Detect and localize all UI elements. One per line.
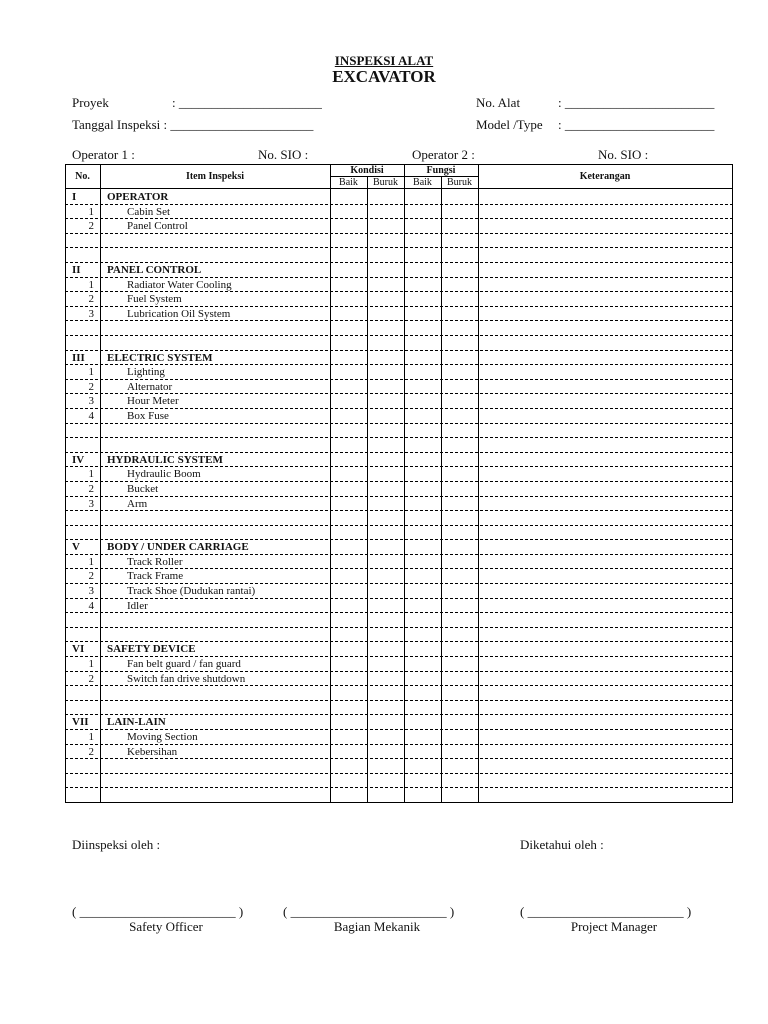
no-sio2-label[interactable]: No. SIO :	[598, 147, 649, 162]
row-divider	[65, 233, 733, 234]
row-divider	[65, 598, 733, 599]
section-title: PANEL CONTROL	[107, 264, 202, 276]
inspection-item: Cabin Set	[127, 206, 171, 218]
row-number: 1	[88, 206, 94, 218]
tanggal-inspeksi-field[interactable]: Tanggal Inspeksi : ______________________	[72, 117, 314, 132]
col-header-fungsi-baik: Baik	[413, 177, 432, 188]
col-header-kondisi-baik: Baik	[339, 177, 358, 188]
table-col-divider	[404, 164, 405, 803]
row-number: 3	[88, 498, 94, 510]
row-divider	[65, 393, 733, 394]
table-border-top	[65, 164, 733, 165]
inspection-item: Fan belt guard / fan guard	[127, 658, 241, 670]
row-divider	[65, 685, 733, 686]
inspection-item: Lubrication Oil System	[127, 308, 231, 320]
row-divider	[65, 335, 733, 336]
row-number: 2	[88, 673, 94, 685]
col-header-kondisi-buruk: Buruk	[373, 177, 398, 188]
row-divider	[65, 510, 733, 511]
row-divider	[65, 452, 733, 453]
row-divider	[65, 277, 733, 278]
section-number: V	[72, 541, 80, 553]
no-alat-label: No. Alat	[476, 95, 521, 110]
inspection-item: Track Shoe (Dudukan rantai)	[127, 585, 256, 597]
section-title: LAIN-LAIN	[107, 716, 166, 728]
row-divider	[65, 568, 733, 569]
col-header-keterangan: Keterangan	[579, 171, 631, 182]
inspection-item: Box Fuse	[127, 410, 169, 422]
col-header-kondisi: Kondisi	[350, 165, 384, 176]
section-number: I	[72, 191, 77, 203]
row-divider	[65, 247, 733, 248]
row-divider	[65, 306, 733, 307]
row-divider	[65, 496, 733, 497]
row-number: 3	[88, 308, 94, 320]
signature-line-safety[interactable]: ( ________________________ )	[72, 904, 244, 919]
inspection-item: Fuel System	[127, 293, 182, 305]
row-divider	[65, 423, 733, 424]
inspection-item: Moving Section	[127, 731, 198, 743]
form-title-line1: INSPEKSI ALAT	[334, 53, 434, 68]
inspection-item: Hydraulic Boom	[127, 468, 201, 480]
inspection-item: Arm	[127, 498, 148, 510]
row-divider	[65, 539, 733, 540]
section-title: ELECTRIC SYSTEM	[107, 352, 213, 364]
inspection-item: Track Roller	[127, 556, 183, 568]
inspection-item: Track Frame	[127, 570, 184, 582]
col-header-fungsi: Fungsi	[426, 165, 456, 176]
section-number: III	[72, 352, 85, 364]
row-divider	[65, 437, 733, 438]
row-divider	[65, 700, 733, 701]
row-number: 2	[88, 570, 94, 582]
col-header-item: Item Inspeksi	[185, 171, 245, 182]
inspection-item: Radiator Water Cooling	[127, 279, 232, 291]
row-divider	[65, 320, 733, 321]
model-type-label: Model /Type	[476, 117, 543, 132]
row-number: 4	[88, 600, 94, 612]
operator1-label[interactable]: Operator 1 :	[72, 147, 135, 162]
row-number: 2	[88, 381, 94, 393]
row-divider	[65, 350, 733, 351]
row-number: 1	[88, 279, 94, 291]
row-divider	[65, 525, 733, 526]
inspection-item: Hour Meter	[127, 395, 179, 407]
model-type-field[interactable]: : _______________________	[558, 117, 715, 132]
row-number: 1	[88, 658, 94, 670]
diinspeksi-label: Diinspeksi oleh :	[72, 837, 161, 852]
no-sio1-label[interactable]: No. SIO :	[258, 147, 309, 162]
section-title: BODY / UNDER CARRIAGE	[107, 541, 249, 553]
section-number: VII	[72, 716, 89, 728]
table-col-divider	[330, 164, 331, 803]
section-title: SAFETY DEVICE	[107, 643, 196, 655]
row-divider	[65, 671, 733, 672]
row-divider	[65, 379, 733, 380]
safety-officer-label: Safety Officer	[129, 919, 203, 934]
row-divider	[65, 773, 733, 774]
row-divider	[65, 627, 733, 628]
row-number: 2	[88, 483, 94, 495]
row-number: 4	[88, 410, 94, 422]
table-header-bottom	[65, 188, 733, 189]
row-divider	[65, 481, 733, 482]
row-number: 1	[88, 366, 94, 378]
row-number: 1	[88, 556, 94, 568]
proyek-label: Proyek	[72, 95, 109, 110]
inspection-item: Lighting	[127, 366, 165, 378]
table-col-divider	[367, 176, 368, 803]
row-number: 2	[88, 293, 94, 305]
proyek-field[interactable]: : ______________________	[172, 95, 322, 110]
table-col-divider	[100, 164, 101, 803]
row-divider	[65, 612, 733, 613]
no-alat-field[interactable]: : _______________________	[558, 95, 715, 110]
table-border-bottom	[65, 802, 733, 803]
col-header-fungsi-buruk: Buruk	[447, 177, 472, 188]
section-title: OPERATOR	[107, 191, 169, 203]
row-number: 2	[88, 746, 94, 758]
section-title: HYDRAULIC SYSTEM	[107, 454, 223, 466]
table-col-divider	[441, 176, 442, 803]
row-number: 1	[88, 468, 94, 480]
inspection-item: Panel Control	[127, 220, 188, 232]
row-number: 3	[88, 585, 94, 597]
inspection-item: Kebersihan	[127, 746, 178, 758]
form-title-line2: EXCAVATOR	[332, 67, 436, 86]
row-divider	[65, 744, 733, 745]
row-divider	[65, 466, 733, 467]
row-divider	[65, 218, 733, 219]
row-number: 2	[88, 220, 94, 232]
operator2-label[interactable]: Operator 2 :	[412, 147, 475, 162]
inspection-item: Alternator	[127, 381, 173, 393]
section-number: VI	[72, 643, 85, 655]
row-divider	[65, 364, 733, 365]
row-divider	[65, 262, 733, 263]
row-divider	[65, 204, 733, 205]
row-divider	[65, 787, 733, 788]
project-manager-label: Project Manager	[570, 919, 658, 934]
table-border-right	[732, 164, 733, 803]
row-number: 3	[88, 395, 94, 407]
bagian-mekanik-label: Bagian Mekanik	[333, 919, 421, 934]
inspection-item: Idler	[127, 600, 148, 612]
row-divider	[65, 656, 733, 657]
signature-line-mekanik[interactable]: ( ________________________ )	[283, 904, 455, 919]
row-divider	[65, 758, 733, 759]
signature-line-pm[interactable]: ( ________________________ )	[520, 904, 692, 919]
row-divider	[65, 641, 733, 642]
section-number: II	[72, 264, 81, 276]
row-divider	[65, 291, 733, 292]
row-divider	[65, 408, 733, 409]
row-divider	[65, 729, 733, 730]
row-number: 1	[88, 731, 94, 743]
section-number: IV	[72, 454, 85, 466]
diketahui-label: Diketahui oleh :	[520, 837, 604, 852]
row-divider	[65, 714, 733, 715]
row-divider	[65, 583, 733, 584]
inspection-item: Switch fan drive shutdown	[127, 673, 246, 685]
col-header-no: No.	[75, 171, 90, 182]
inspection-item: Bucket	[127, 483, 159, 495]
table-col-divider	[478, 164, 479, 803]
row-divider	[65, 554, 733, 555]
